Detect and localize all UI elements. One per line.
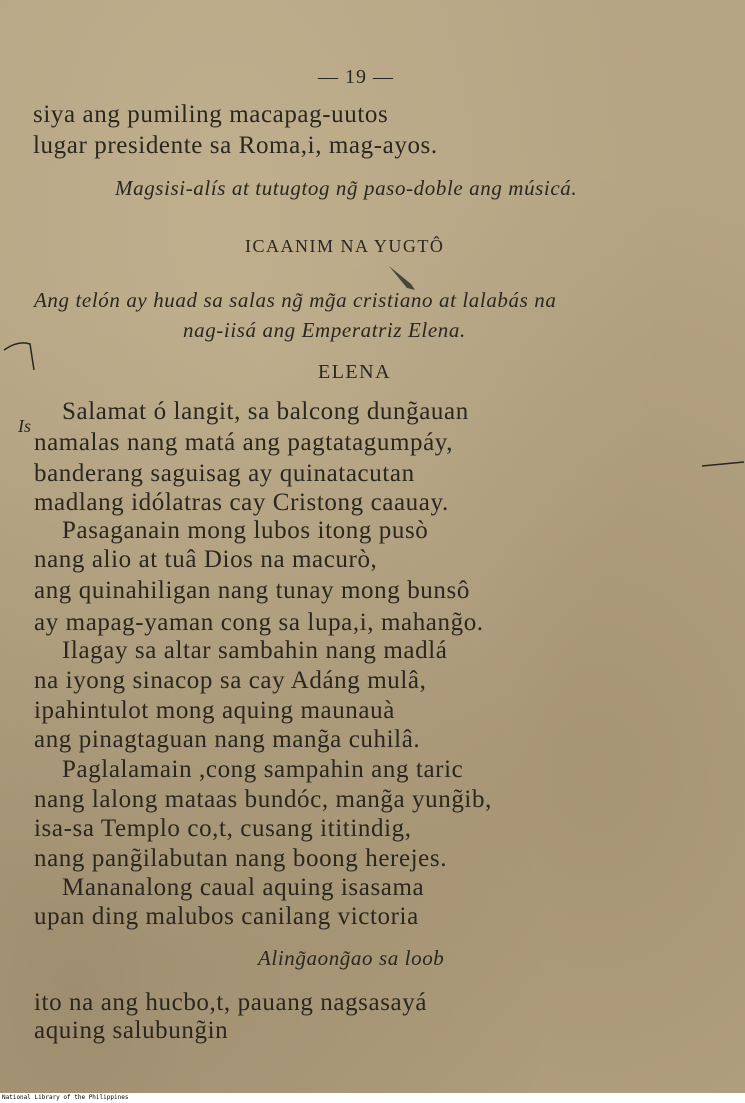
stage-direction: Magsisi-alís at tutugtog ng̃ paso-doble ang músicá.: [115, 176, 578, 200]
speaker-name: ELENA: [318, 361, 392, 383]
stage-direction-line: nag-iisá ang Emperatriz Elena.: [183, 318, 466, 342]
footer-credit: National Library of the Philippines: [0, 1093, 745, 1103]
speech-line: upan ding malubos canilang victoria: [34, 903, 419, 930]
speech-line: ipahintulot mong aquing maunauà: [34, 697, 395, 724]
ink-dash-mark: [700, 456, 745, 476]
speech-line: ang quinahiligan nang tunay mong bunsô: [34, 577, 470, 604]
speech-line: Pasaganain mong lubos itong pusò: [62, 517, 429, 544]
ink-blot: [385, 262, 425, 294]
stage-direction: Aling̃aong̃ao sa loob: [258, 946, 445, 970]
speech-line: ay mapag-yaman cong sa lupa,i, mahang̃o.: [34, 609, 484, 636]
speech-line: nang lalong mataas bundóc, mang̃a yung̃ib,: [34, 786, 492, 813]
speech-line: namalas nang matá ang pagtatagumpáy,: [34, 429, 454, 456]
speech-line: ang pinagtaguan nang mang̃a cuhilâ.: [34, 726, 421, 753]
speech-line: Ilagay sa altar sambahin nang madlá: [62, 637, 448, 664]
speech-line: banderang saguisag ay quinatacutan: [34, 460, 415, 487]
speech-line: nang pang̃ilabutan nang boong herejes.: [34, 845, 448, 872]
speech-line: na iyong sinacop sa cay Adáng mulâ,: [34, 667, 427, 694]
speech-line: ito na ang hucbo,t, pauang nagsasayá: [34, 989, 428, 1016]
ink-bracket-mark: [0, 330, 40, 390]
stage-direction-line: Ang telón ay huad sa salas ng̃ mg̃a cristiano at lalabás na: [34, 288, 557, 312]
scene-heading: ICAANIM NA YUGTÔ: [245, 236, 445, 256]
speech-line: madlang idólatras cay Cristong caauay.: [34, 489, 449, 516]
speech-line: Salamat ó langit, sa balcong dung̃auan: [62, 398, 469, 425]
verse-line: siya ang pumiling macapag-uutos: [33, 101, 389, 128]
speech-line: nang alio at tuâ Dios na macurò,: [34, 546, 378, 573]
margin-annotation: Is: [18, 416, 31, 436]
speech-line: Mananalong caual aquing isasama: [62, 874, 425, 901]
page-number: — 19 —: [318, 66, 394, 88]
speech-line: Paglalamain ,cong sampahin ang taric: [62, 756, 464, 783]
speech-line: isa-sa Templo co,t, cusang ititindig,: [34, 815, 412, 842]
verse-line: lugar presidente sa Roma,i, mag-ayos.: [33, 132, 438, 159]
speech-line: aquing salubung̃in: [34, 1017, 229, 1044]
